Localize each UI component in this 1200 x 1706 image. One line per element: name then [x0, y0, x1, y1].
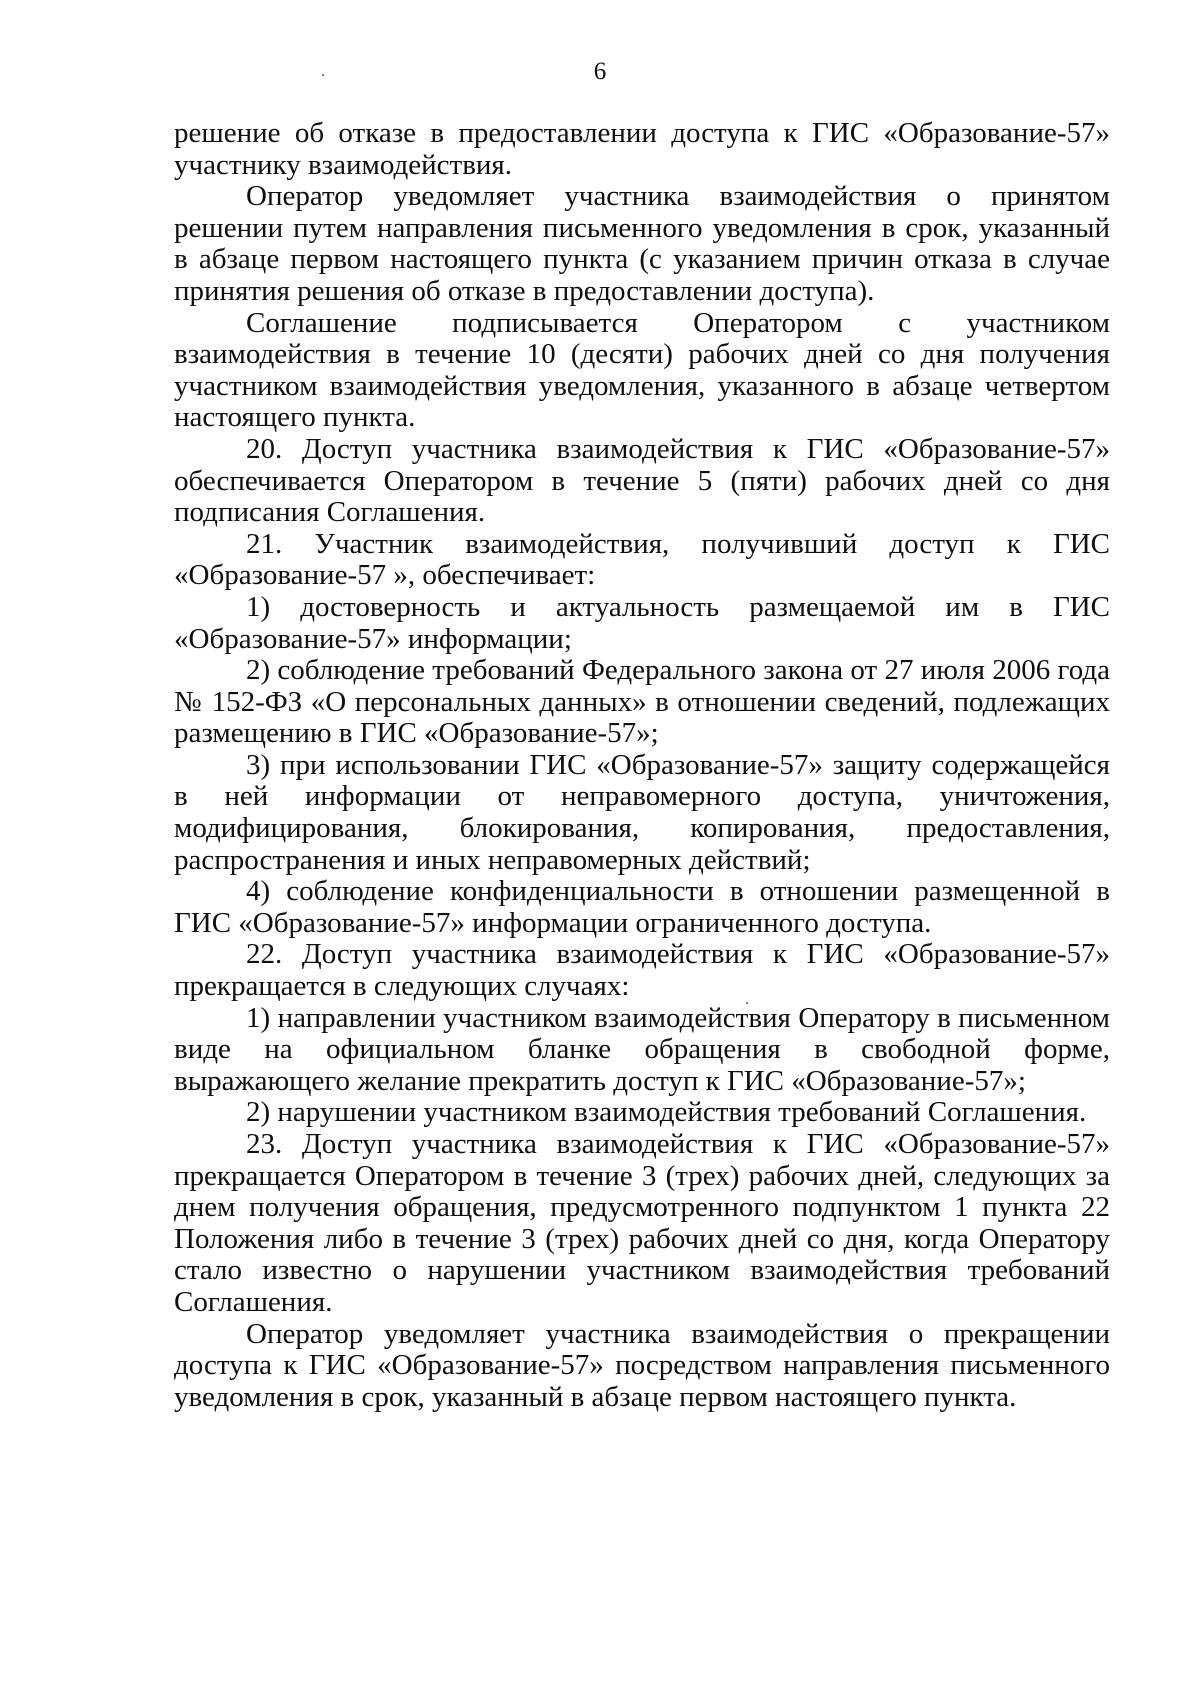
- scan-speck: [322, 74, 324, 76]
- paragraph-operator-notice: Оператор уведомляет участника взаимодействия о принятом решении путем направления письменного уведомления в срок, указанный в абзаце первом настоящего пункта (с указанием причин отказа в случае принятия решения об отказе в предоставлении доступа).: [174, 180, 1110, 307]
- paragraph-continuation: решение об отказе в предоставлении доступа к ГИС «Образование-57» участнику взаимодействия.: [174, 117, 1110, 181]
- page-number: 6: [593, 58, 607, 85]
- paragraph-agreement-signing: Соглашение подписывается Оператором с участником взаимодействия в течение 10 (десяти) рабочих дней со дня получения участником взаимодействия уведомления, указанного в абзаце четвертом настоящего пункта.: [174, 306, 1110, 434]
- paragraph-item-22: 22. Доступ участника взаимодействия к ГИС «Образование-57» прекращается в следующих случаях:: [174, 938, 1110, 1003]
- paragraph-item-22-sub-2: 2) нарушении участником взаимодействия требований Соглашения.: [246, 1096, 1087, 1129]
- paragraph-item-21-sub-1: 1) достоверность и актуальность размещаемой им в ГИС «Образование-57» информации;: [174, 590, 1110, 655]
- paragraph-item-21-sub-3: 3) при использовании ГИС «Образование-57» защиту содержащейся в ней информации от неправомерного доступа, уничтожения, модифицирования, блокирования, копирования, предоставления, распространения и иных неправомерных действий;: [174, 748, 1110, 876]
- paragraph-item-21-sub-4: 4) соблюдение конфиденциальности в отношении размещенной в ГИС «Образование-57» информации ограниченного доступа.: [174, 875, 1110, 939]
- paragraph-item-21: 21. Участник взаимодействия, получивший доступ к ГИС «Образование-57 », обеспечивает:: [174, 527, 1110, 592]
- paragraph-termination-notice: Оператор уведомляет участника взаимодействия о прекращении доступа к ГИС «Образование-57» посредством направления письменного уведомления в срок, указанный в абзаце первом настоящего пункта.: [174, 1317, 1110, 1413]
- paragraph-item-22-sub-1: 1) направлении участником взаимодействия Оператору в письменном виде на официальном бланке обращения в свободной форме, выражающего желание прекратить доступ к ГИС «Образование-57»;: [174, 1001, 1110, 1097]
- paragraph-item-20: 20. Доступ участника взаимодействия к ГИС «Образование-57» обеспечивается Оператором в течение 5 (пяти) рабочих дней со дня подписания Соглашения.: [174, 432, 1110, 529]
- paragraph-item-23: 23. Доступ участника взаимодействия к ГИС «Образование-57» прекращается Оператором в течение 3 (трех) рабочих дней, следующих за днем получения обращения, предусмотренного подпунктом 1 пункта 22 Положения либо в течение 3 (трех) рабочих дней со дня, когда Оператору стало известно о нарушении участником взаимодействия требований Соглашения.: [174, 1128, 1110, 1318]
- paragraph-item-21-sub-2: 2) соблюдение требований Федерального закона от 27 июля 2006 года № 152-ФЗ «О персональных данных» в отношении сведений, подлежащих размещению в ГИС «Образование-57»;: [174, 654, 1110, 750]
- document-body: [174, 118, 1110, 1413]
